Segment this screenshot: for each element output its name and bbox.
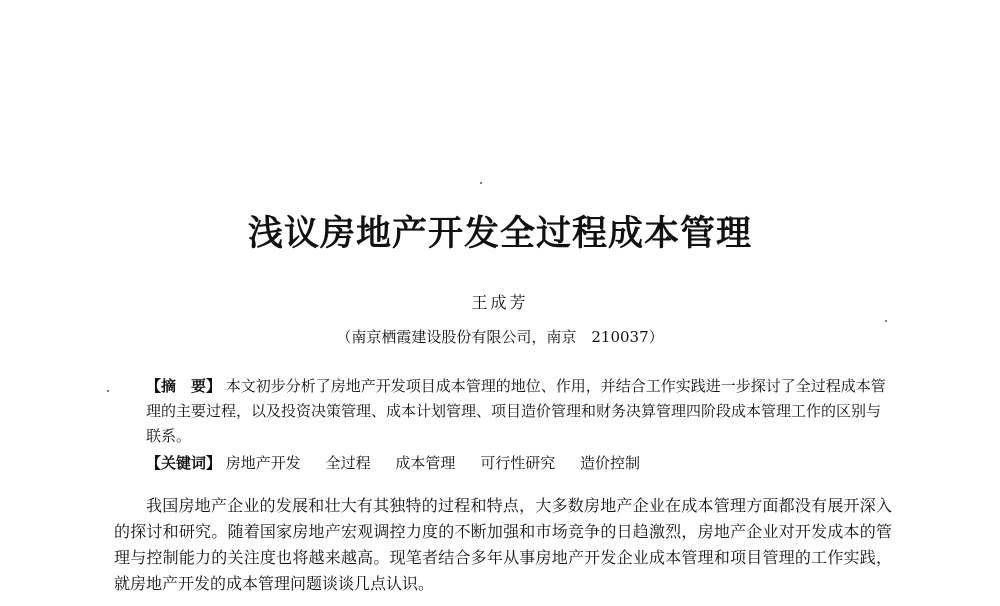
keyword: 房地产开发 [225,454,301,472]
abstract-label: 【摘 要】 [146,377,222,395]
keywords-label: 【关键词】 [146,454,222,472]
keyword: 造价控制 [579,454,640,472]
body-paragraph: 我国房地产企业的发展和壮大有其独特的过程和特点，大多数房地产企业在成本管理方面都没有展开深入的探讨和研究。随着国家房地产宏观调控力度的不断加强和市场竞争的日趋激烈，房地产企业对开发成本的管理与控制能力的关注度也将越来越高。现笔者结合多年从事房地产开发企业成本管理和项目管理的工作实践，就房地产开发的成本管理问题谈谈几点认识。 [114,496,892,593]
author-affiliation: （南京栖霞建设股份有限公司，南京 210037） [336,328,664,346]
abstract-section [146,374,886,449]
keyword: 全过程 [325,454,371,472]
scan-speck [480,182,482,184]
keyword: 可行性研究 [480,454,556,472]
paper-title: 浅议房地产开发全过程成本管理 [247,213,752,254]
keyword: 成本管理 [395,454,456,472]
abstract-text: 本文初步分析了房地产开发项目成本管理的地位、作用，并结合工作实践进一步探讨了全过程成本管理的主要过程，以及投资决策管理、成本计划管理、项目造价管理和财务决算管理四阶段成本管理工作的区别与联系。 [146,377,886,445]
author-name: 王成芳 [471,293,529,312]
scan-speck [885,320,887,322]
scan-speck [107,390,109,392]
keywords-section [146,451,886,476]
